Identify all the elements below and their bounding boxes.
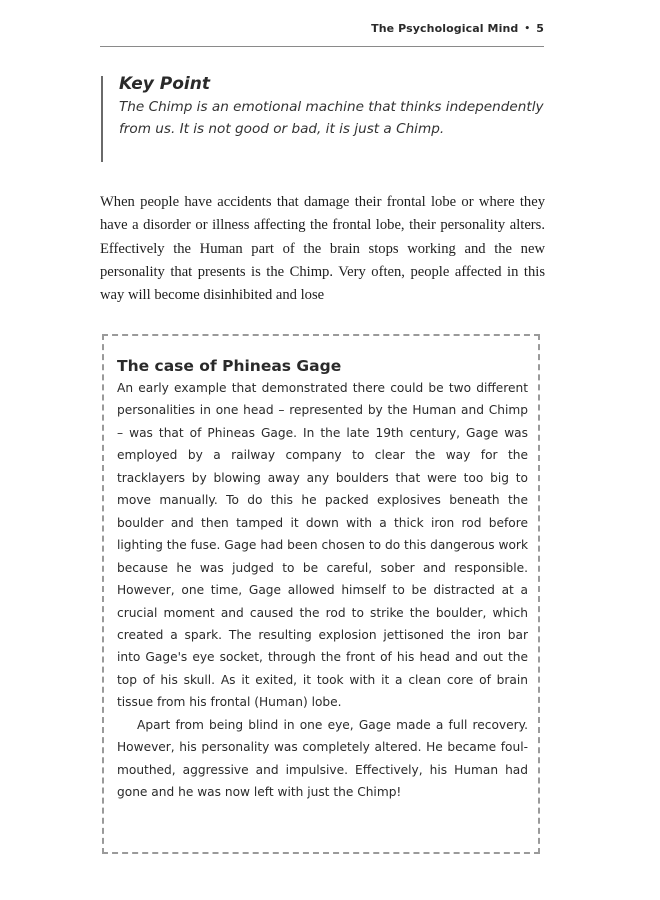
case-study-title: The case of Phineas Gage <box>117 357 342 375</box>
running-title: The Psychological Mind <box>371 22 519 35</box>
key-point-title: Key Point <box>119 74 210 94</box>
key-point-callout <box>101 76 549 162</box>
case-study-text <box>117 377 528 804</box>
case-study-paragraph-1: An early example that demonstrated there could be two different personalities in one head – represented by the Human and Chimp – was that of Phineas Gage. In the late 19th century, Gage was employed by a railway company to clear the way for the tracklayers by blowing away any boulders that were too big to move manually. To do this he packed explosives beneath the boulder and then tamped it down with a thick iron rod before lighting the fuse. Gage had been chosen to do this dangerous work because he was judged to be careful, sober and responsible. However, one time, Gage allowed himself to be distracted at a crucial moment and caused the rod to strike the boulder, which created a spark. The resulting explosion jettisoned the iron bar into Gage's eye socket, through the front of his head and out the top of his skull. As it exited, it took with it a clean core of brain tissue from his frontal (Human) lobe. <box>117 381 528 710</box>
header-separator: • <box>524 24 531 34</box>
header-rule <box>100 46 544 47</box>
page-number: 5 <box>536 22 544 35</box>
key-point-text: The Chimp is an emotional machine that thinks independently from us. It is not good or bad, it is just a Chimp. <box>119 99 544 137</box>
running-header <box>100 22 544 35</box>
case-study-paragraph-2: Apart from being blind in one eye, Gage made a full recovery. However, his personality was completely altered. He became foul-mouthed, aggressive and impulsive. Effectively, his Human had gone and he was now left with just the Chimp! <box>117 717 528 800</box>
body-paragraph: When people have accidents that damage their frontal lobe or where they have a disorder or illness affecting the frontal lobe, their personality alters. Effectively the Human part of the brain stops working and the new personality that presents is the Chimp. Very often, people affected in this way will become disinhibited and lose <box>100 194 545 304</box>
